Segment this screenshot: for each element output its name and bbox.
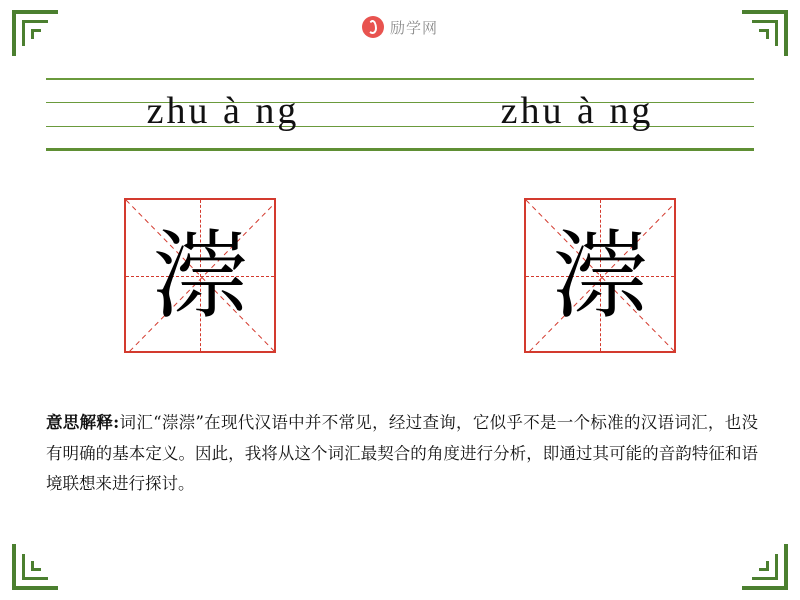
pinyin-staff xyxy=(46,78,754,150)
brand-label: 励学网 xyxy=(389,19,438,37)
character-cell-left xyxy=(0,198,400,353)
explanation-text: 词汇“漴漴”在现代汉语中并不常见，经过查询，它似乎不是一个标准的汉语词汇，也没有明确的基本定义。因此，我将从这个词汇最契合的角度进行分析，即通过其可能的音韵特征和语境联想来进行探讨。 xyxy=(46,413,759,494)
character-grid-row xyxy=(0,198,800,353)
explanation-label: 意思解释: xyxy=(46,413,120,432)
site-brand xyxy=(0,16,800,38)
corner-ornament-bottom-right xyxy=(742,544,788,590)
pinyin-right: zhu à ng xyxy=(500,90,654,132)
character-cell-right xyxy=(400,198,800,353)
flame-circle-icon xyxy=(362,16,384,38)
hanzi-left: 漴 xyxy=(152,219,248,332)
pinyin-left: zhu à ng xyxy=(146,90,300,132)
hanzi-right: 漴 xyxy=(552,219,648,332)
pinyin-cell-right xyxy=(400,78,754,148)
tianzige-box-left xyxy=(124,198,276,353)
corner-ornament-bottom-left xyxy=(12,544,58,590)
staff-line-4 xyxy=(46,148,754,151)
explanation-block xyxy=(46,408,758,500)
tianzige-box-right xyxy=(524,198,676,353)
pinyin-cell-left xyxy=(46,78,400,148)
